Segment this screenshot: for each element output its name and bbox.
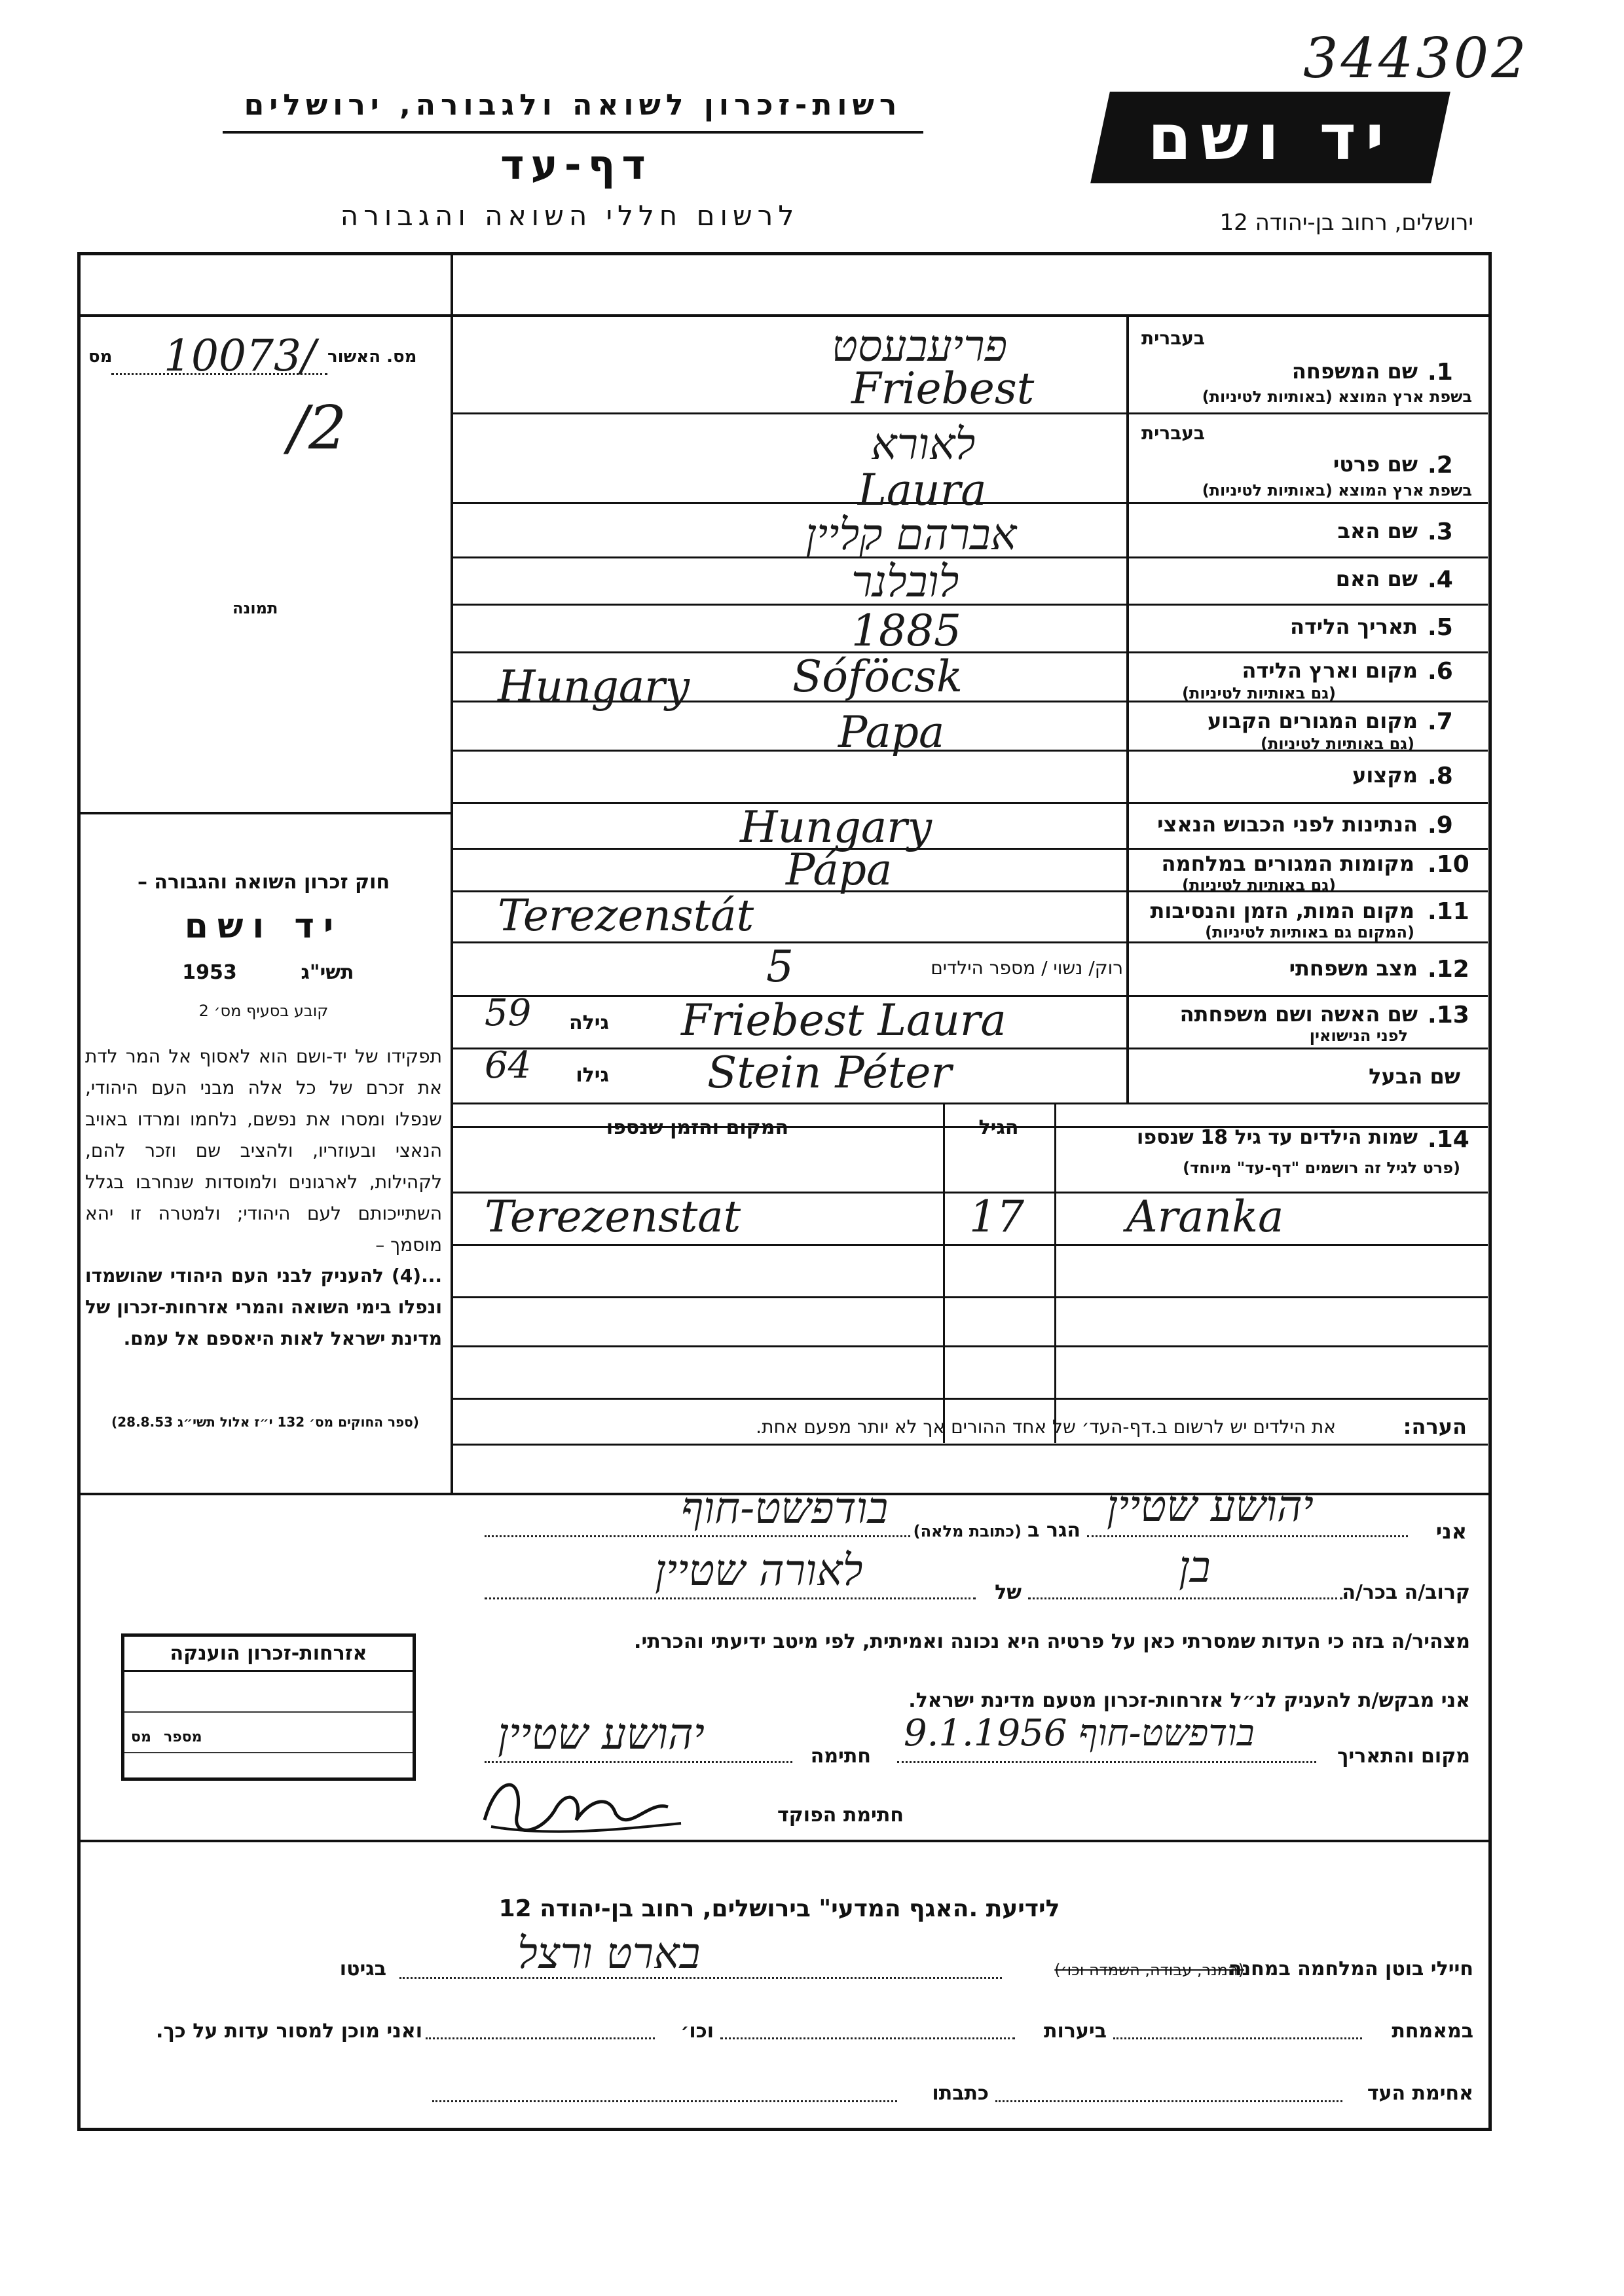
witness-address: בודפשט-חוף bbox=[681, 1483, 889, 1533]
field-3-num: 3. bbox=[1428, 519, 1453, 545]
footer-line1-end: בגיטו bbox=[339, 1958, 386, 1980]
witness-address-sub: (כתובת מלאה) bbox=[913, 1522, 1022, 1540]
law-title: חוק זכרון השואה והגבורה – bbox=[137, 871, 390, 894]
certificate-no-label: מספר bbox=[164, 1729, 202, 1745]
field-6-num: 6. bbox=[1428, 658, 1453, 685]
witness-declaration: מצהיר/ה בזה כי העדות שמסרתי כאן על פרטיה היא נכונה ואמיתית, לפי מיטב ידיעתי והכרתי. bbox=[634, 1630, 1470, 1653]
footer-line3-start: אחימת העד bbox=[1367, 2082, 1473, 2105]
witness-name: יהושע שטיין bbox=[1107, 1481, 1314, 1531]
field-12-num: 12. bbox=[1428, 956, 1469, 983]
field-9-num: 9. bbox=[1428, 812, 1453, 839]
form-title: דף-עד bbox=[500, 141, 652, 189]
footer-line3-end: כתבתו bbox=[932, 2082, 989, 2105]
witness-ani-label: אני bbox=[1435, 1519, 1467, 1544]
field-2-value-latin: Laura bbox=[858, 465, 987, 515]
law-year: 1953 bbox=[182, 961, 237, 984]
field-3-label: שם האב bbox=[1337, 519, 1418, 543]
photo-label: תמונה bbox=[232, 599, 278, 617]
registration-label: מס. האשור bbox=[327, 347, 417, 367]
husband-label: שם הבעל bbox=[1369, 1064, 1460, 1089]
children-sub: (פרט לגיל זה רושמים "דף-עד" מיוחד) bbox=[1183, 1159, 1460, 1177]
field-10-value: Pápa bbox=[786, 845, 893, 895]
yad-vashem-logo bbox=[1090, 92, 1450, 183]
field-6-value: Sóföcsk bbox=[792, 651, 963, 702]
field-6-label: מקום וארץ הלידה bbox=[1242, 658, 1418, 683]
remark-label: הערה: bbox=[1403, 1414, 1467, 1439]
field-2-sub: בשפת ארץ המוצא (באותיות לטיניות) bbox=[1202, 481, 1472, 500]
footer-line1-label: חיילי בוטן המלחמה במחנה bbox=[1228, 1958, 1473, 1980]
field-4-label: שם האם bbox=[1335, 566, 1418, 591]
witness-of-name: לאורה שטיין bbox=[655, 1545, 863, 1595]
logo-text: יד ושם bbox=[1147, 101, 1393, 174]
field-2-label: שם פרטי bbox=[1333, 452, 1418, 477]
field-2-value-he: לאורא bbox=[871, 419, 976, 469]
field-1-value-he: פריעבעסט bbox=[832, 321, 1008, 371]
field-2-lang: בעברית bbox=[1141, 422, 1205, 444]
law-name: יד ושם bbox=[184, 907, 343, 946]
field-13-label: שם האשה ושם משפחתה bbox=[1179, 1002, 1418, 1027]
children-num: 14. bbox=[1428, 1126, 1469, 1153]
footer-line2-mid1: ביערות bbox=[1044, 2020, 1107, 2043]
field-5-num: 5. bbox=[1428, 614, 1453, 641]
husband-age: 64 bbox=[485, 1044, 532, 1087]
field-6-sub: (גם באותיות לטיניות) bbox=[1182, 684, 1336, 702]
field-11-value: Terezenstát bbox=[498, 890, 754, 941]
remark-text: את הילדים יש לרשום ב.דף-העד׳ של אחד ההורים אך לא יותר מפעם אחת. bbox=[756, 1416, 1336, 1438]
children-label: שמות הילדים עד גיל 18 שנספו bbox=[1137, 1126, 1418, 1149]
footer-line1-value: בארט ורצל bbox=[517, 1928, 701, 1978]
field-11-num: 11. bbox=[1428, 898, 1469, 925]
registration-number: 10073/ bbox=[164, 331, 316, 381]
field-5-value: 1885 bbox=[851, 606, 961, 656]
field-8-num: 8. bbox=[1428, 763, 1453, 790]
field-8-label: מקצוע bbox=[1352, 763, 1418, 788]
archive-number: 344302 bbox=[1303, 26, 1529, 90]
husband-value: Stein Péter bbox=[707, 1048, 952, 1098]
signature-label: חתימה bbox=[810, 1745, 871, 1768]
header-divider bbox=[223, 131, 923, 134]
field-13-age-label: גילה bbox=[569, 1011, 609, 1034]
field-13-value: Friebest Laura bbox=[681, 995, 1006, 1046]
field-11-sub: (המקום גם באותיות לטיניות) bbox=[1205, 923, 1414, 941]
footer-title: לידיעת .האגף המדעי" בירושלים, רחוב בן-יהודה 12 bbox=[498, 1895, 1060, 1922]
field-4-value: לובלנר bbox=[851, 556, 959, 607]
certificate-box bbox=[121, 1633, 416, 1781]
witness-of-label: של bbox=[995, 1581, 1022, 1604]
field-4-num: 4. bbox=[1428, 566, 1453, 593]
field-13-sub: לפני הנישואין bbox=[1309, 1027, 1408, 1045]
field-10-label: מקומות המגורים במלחמה bbox=[1161, 851, 1414, 876]
form-subtitle: לרשום חללי השואה והגבורה bbox=[340, 200, 800, 232]
witness-resides-label: הגר ב bbox=[1027, 1519, 1080, 1542]
child-age: 17 bbox=[969, 1192, 1024, 1242]
field-1-lang: בעברית bbox=[1141, 327, 1205, 349]
field-9-label: הנתינות לפני הכבוש הנאצי bbox=[1157, 812, 1418, 837]
field-1-value-latin: Friebest bbox=[851, 363, 1035, 414]
field-6-value-2: Hungary bbox=[498, 661, 690, 712]
children-col-age: הגיל bbox=[978, 1116, 1019, 1139]
child-name: Aranka bbox=[1126, 1192, 1284, 1242]
field-1-label: שם המשפחה bbox=[1291, 359, 1418, 384]
footer-line2-mid2: וכו׳ bbox=[680, 2020, 714, 2043]
witness-request: אני מבקש/ת להעניק לנ״ל אזרחות-זכרון מטעם מדינת ישראל. bbox=[908, 1689, 1470, 1712]
field-7-value: Papa bbox=[838, 707, 945, 757]
field-10-num: 10. bbox=[1428, 851, 1469, 878]
field-1-num: 1. bbox=[1428, 359, 1453, 386]
address: ירושלים, רחוב בן-יהודה 12 bbox=[1219, 210, 1473, 236]
witness-relation-label: קרוב/ה בכר/ה bbox=[1342, 1581, 1470, 1604]
husband-age-label: גילו bbox=[576, 1064, 609, 1087]
field-7-sub: (גם באותיות לטיניות) bbox=[1261, 735, 1414, 753]
field-5-label: תאריך הלידה bbox=[1289, 614, 1418, 639]
field-1-sub: בשפת ארץ המוצא (באותיות לטיניות) bbox=[1202, 388, 1472, 406]
clerk-signature bbox=[471, 1761, 694, 1846]
child-place: Terezenstat bbox=[485, 1192, 741, 1242]
law-year-heb: תשי"ג bbox=[301, 961, 354, 984]
field-2-num: 2. bbox=[1428, 452, 1453, 479]
field-11-label: מקום המות, הזמן והנסיבות bbox=[1150, 898, 1414, 923]
witness-signature: יהושע שטיין bbox=[498, 1709, 705, 1759]
witness-relation: בן bbox=[1179, 1542, 1211, 1592]
law-clause: קובע בסעיף מס׳ 2 bbox=[198, 1002, 329, 1020]
field-3-value: אברהם קליין bbox=[805, 509, 1017, 560]
field-13-age: 59 bbox=[485, 992, 532, 1034]
registration-suffix: /2 bbox=[288, 393, 347, 463]
field-12-value: 5 bbox=[766, 941, 794, 992]
registration-no-label: מס bbox=[88, 347, 113, 367]
certificate-title: אזרחות-זכרון הוענקה bbox=[124, 1637, 413, 1672]
law-paragraph-1: תפקידו של יד-ושם הוא לאסוף אל המר לדת את זכרם של כל אלה מבני העם היהודי, שנפלו ומסרו את נפשם, נלחמו ומרדו באויב הנאצי ובעוזריו, ולהציב שם וזכר להם, לקהילות, לארגונים ולמוסדות שנחרבו בגלל השתייכותם לעם היהודי; ולמטרה זו יהא מוסמך – bbox=[85, 1046, 442, 1256]
place-date-value: בודפשט-חוף 9.1.1956 bbox=[904, 1712, 1255, 1755]
field-10-sub: (גם באותיות לטיניות) bbox=[1182, 876, 1336, 894]
children-col-place: המקום והזמן שנספו bbox=[606, 1116, 789, 1139]
footer-line2-end: ואני מוכן למסור עדות על כך. bbox=[156, 2020, 422, 2043]
law-paragraph-2: ...(4) להעניק לבני העם היהודי שהושמדו ונפלו בימי השואה והמרי אזרחות-זכרון של מדינת ישראל לאות היאספם אל עמם. bbox=[85, 1265, 442, 1349]
law-source: (ספר החוקים מס׳ 132 י״ז אלול תשי״ג 28.8.53) bbox=[111, 1414, 419, 1430]
field-13-num: 13. bbox=[1428, 1002, 1469, 1029]
footer-line1-strike: (המנר, עבודה, השמדה וכו׳) bbox=[1054, 1961, 1244, 1979]
field-7-num: 7. bbox=[1428, 708, 1453, 735]
authority-title: רשות-זכרון לשואה ולגבורה, ירושלים bbox=[244, 88, 902, 122]
field-12-sub: רוק/ נשוי / מספר הילדים bbox=[931, 957, 1123, 979]
field-9-value: Hungary bbox=[740, 802, 932, 852]
footer-line2-start: במאמחת bbox=[1392, 2020, 1473, 2043]
field-12-label: מצב משפחתי bbox=[1289, 956, 1418, 981]
clerk-label: חתימת הפוקד bbox=[777, 1804, 904, 1827]
place-date-label: מקום והתאריך bbox=[1337, 1745, 1470, 1768]
certificate-no-suffix: מס bbox=[131, 1729, 151, 1745]
field-7-label: מקום המגורים הקבוע bbox=[1207, 708, 1418, 733]
